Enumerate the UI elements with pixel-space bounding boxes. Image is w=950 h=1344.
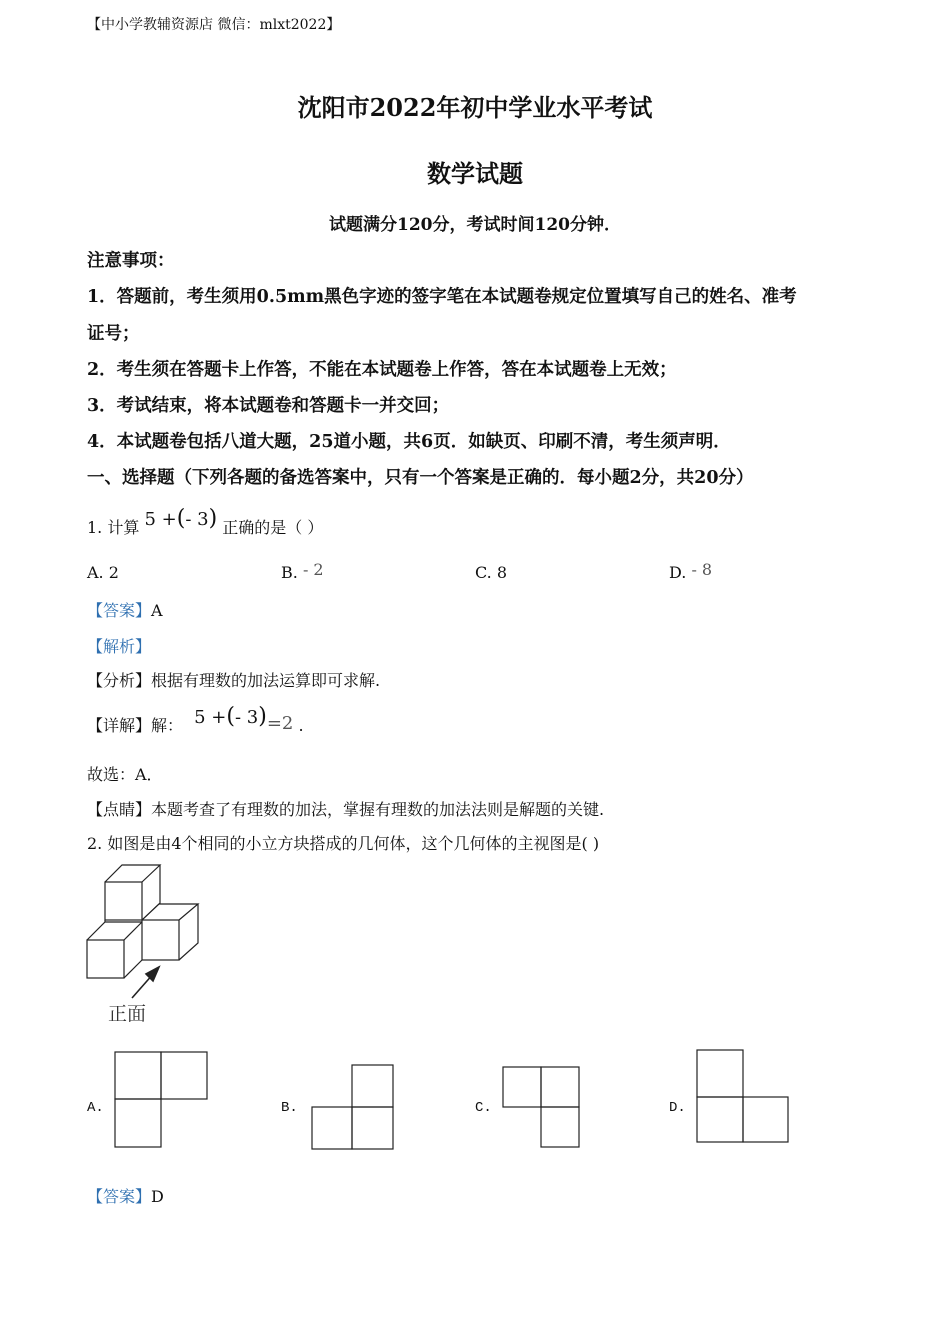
q1-prefix: 1. 计算 xyxy=(87,518,140,537)
score-note: 试题满分120分，考试时间120分钟． xyxy=(329,215,621,235)
q1-suffix: 正确的是（ ） xyxy=(222,518,324,537)
q1-detail-expression: 5 +(- 3)=2 xyxy=(194,704,294,734)
q1-analysis-tag: 【解析】 xyxy=(87,637,152,656)
q1-option-d: D. - 8 xyxy=(669,560,713,582)
q2-option-a: A. xyxy=(87,1100,104,1116)
q2-option-d-figure xyxy=(694,1047,794,1147)
notice-item-1: 1．答题前，考生须用0.5mm黑色字迹的签字笔在本试题卷规定位置填写自己的姓名、准考 xyxy=(87,287,797,307)
q2-option-a-figure xyxy=(112,1050,212,1150)
q2-option-d: D. xyxy=(669,1100,686,1116)
exam-title: 沈阳市2022年初中学业水平考试 xyxy=(297,93,653,122)
section-heading: 一、选择题（下列各题的备选答案中，只有一个答案是正确的．每小题2分，共20分） xyxy=(87,468,754,488)
q1-option-b: B. - 2 xyxy=(281,560,324,582)
notice-item-4: 4．本试题卷包括八道大题，25道小题，共6页．如缺页、印刷不清，考生须声明． xyxy=(87,432,731,452)
question-2: 2. 如图是由4个相同的小立方块搭成的几何体，这个几何体的主视图是( ) xyxy=(87,834,600,853)
question-1 xyxy=(87,506,324,539)
q2-answer: 【答案】D xyxy=(87,1187,164,1206)
notice-item-1-cont: 证号； xyxy=(87,324,140,344)
exam-subtitle: 数学试题 xyxy=(427,159,523,188)
q1-option-c: C. 8 xyxy=(475,563,508,582)
q2-option-b: B. xyxy=(281,1100,298,1116)
q1-answer: 【答案】A xyxy=(87,601,163,620)
q2-option-c-figure xyxy=(501,1065,586,1153)
q1-comment: 【点睛】本题考查了有理数的加法，掌握有理数的加法法则是解题的关键. xyxy=(87,800,605,819)
cube-figure xyxy=(80,860,210,1030)
q2-option-c: C. xyxy=(475,1100,492,1116)
q1-expression: 5 +(- 3) xyxy=(144,506,218,531)
notice-heading: 注意事项： xyxy=(87,251,175,271)
q1-fenxi: 【分析】根据有理数的加法运算即可求解. xyxy=(87,671,381,690)
q1-detail: 【详解】解： 5 +(- 3)=2 . xyxy=(87,704,304,735)
notice-item-2: 2．考生须在答题卡上作答，不能在本试题卷上作答，答在本试题卷上无效； xyxy=(87,360,677,380)
q1-choose: 故选：A． xyxy=(87,765,163,784)
notice-item-3: 3．考试结束，将本试题卷和答题卡一并交回； xyxy=(87,396,450,416)
front-label: 正面 xyxy=(108,1004,147,1026)
page-header: 【中小学教辅资源店 微信：mlxt2022】 xyxy=(87,17,341,33)
q1-option-a: A. 2 xyxy=(87,563,119,582)
q2-option-b-figure xyxy=(310,1063,400,1153)
